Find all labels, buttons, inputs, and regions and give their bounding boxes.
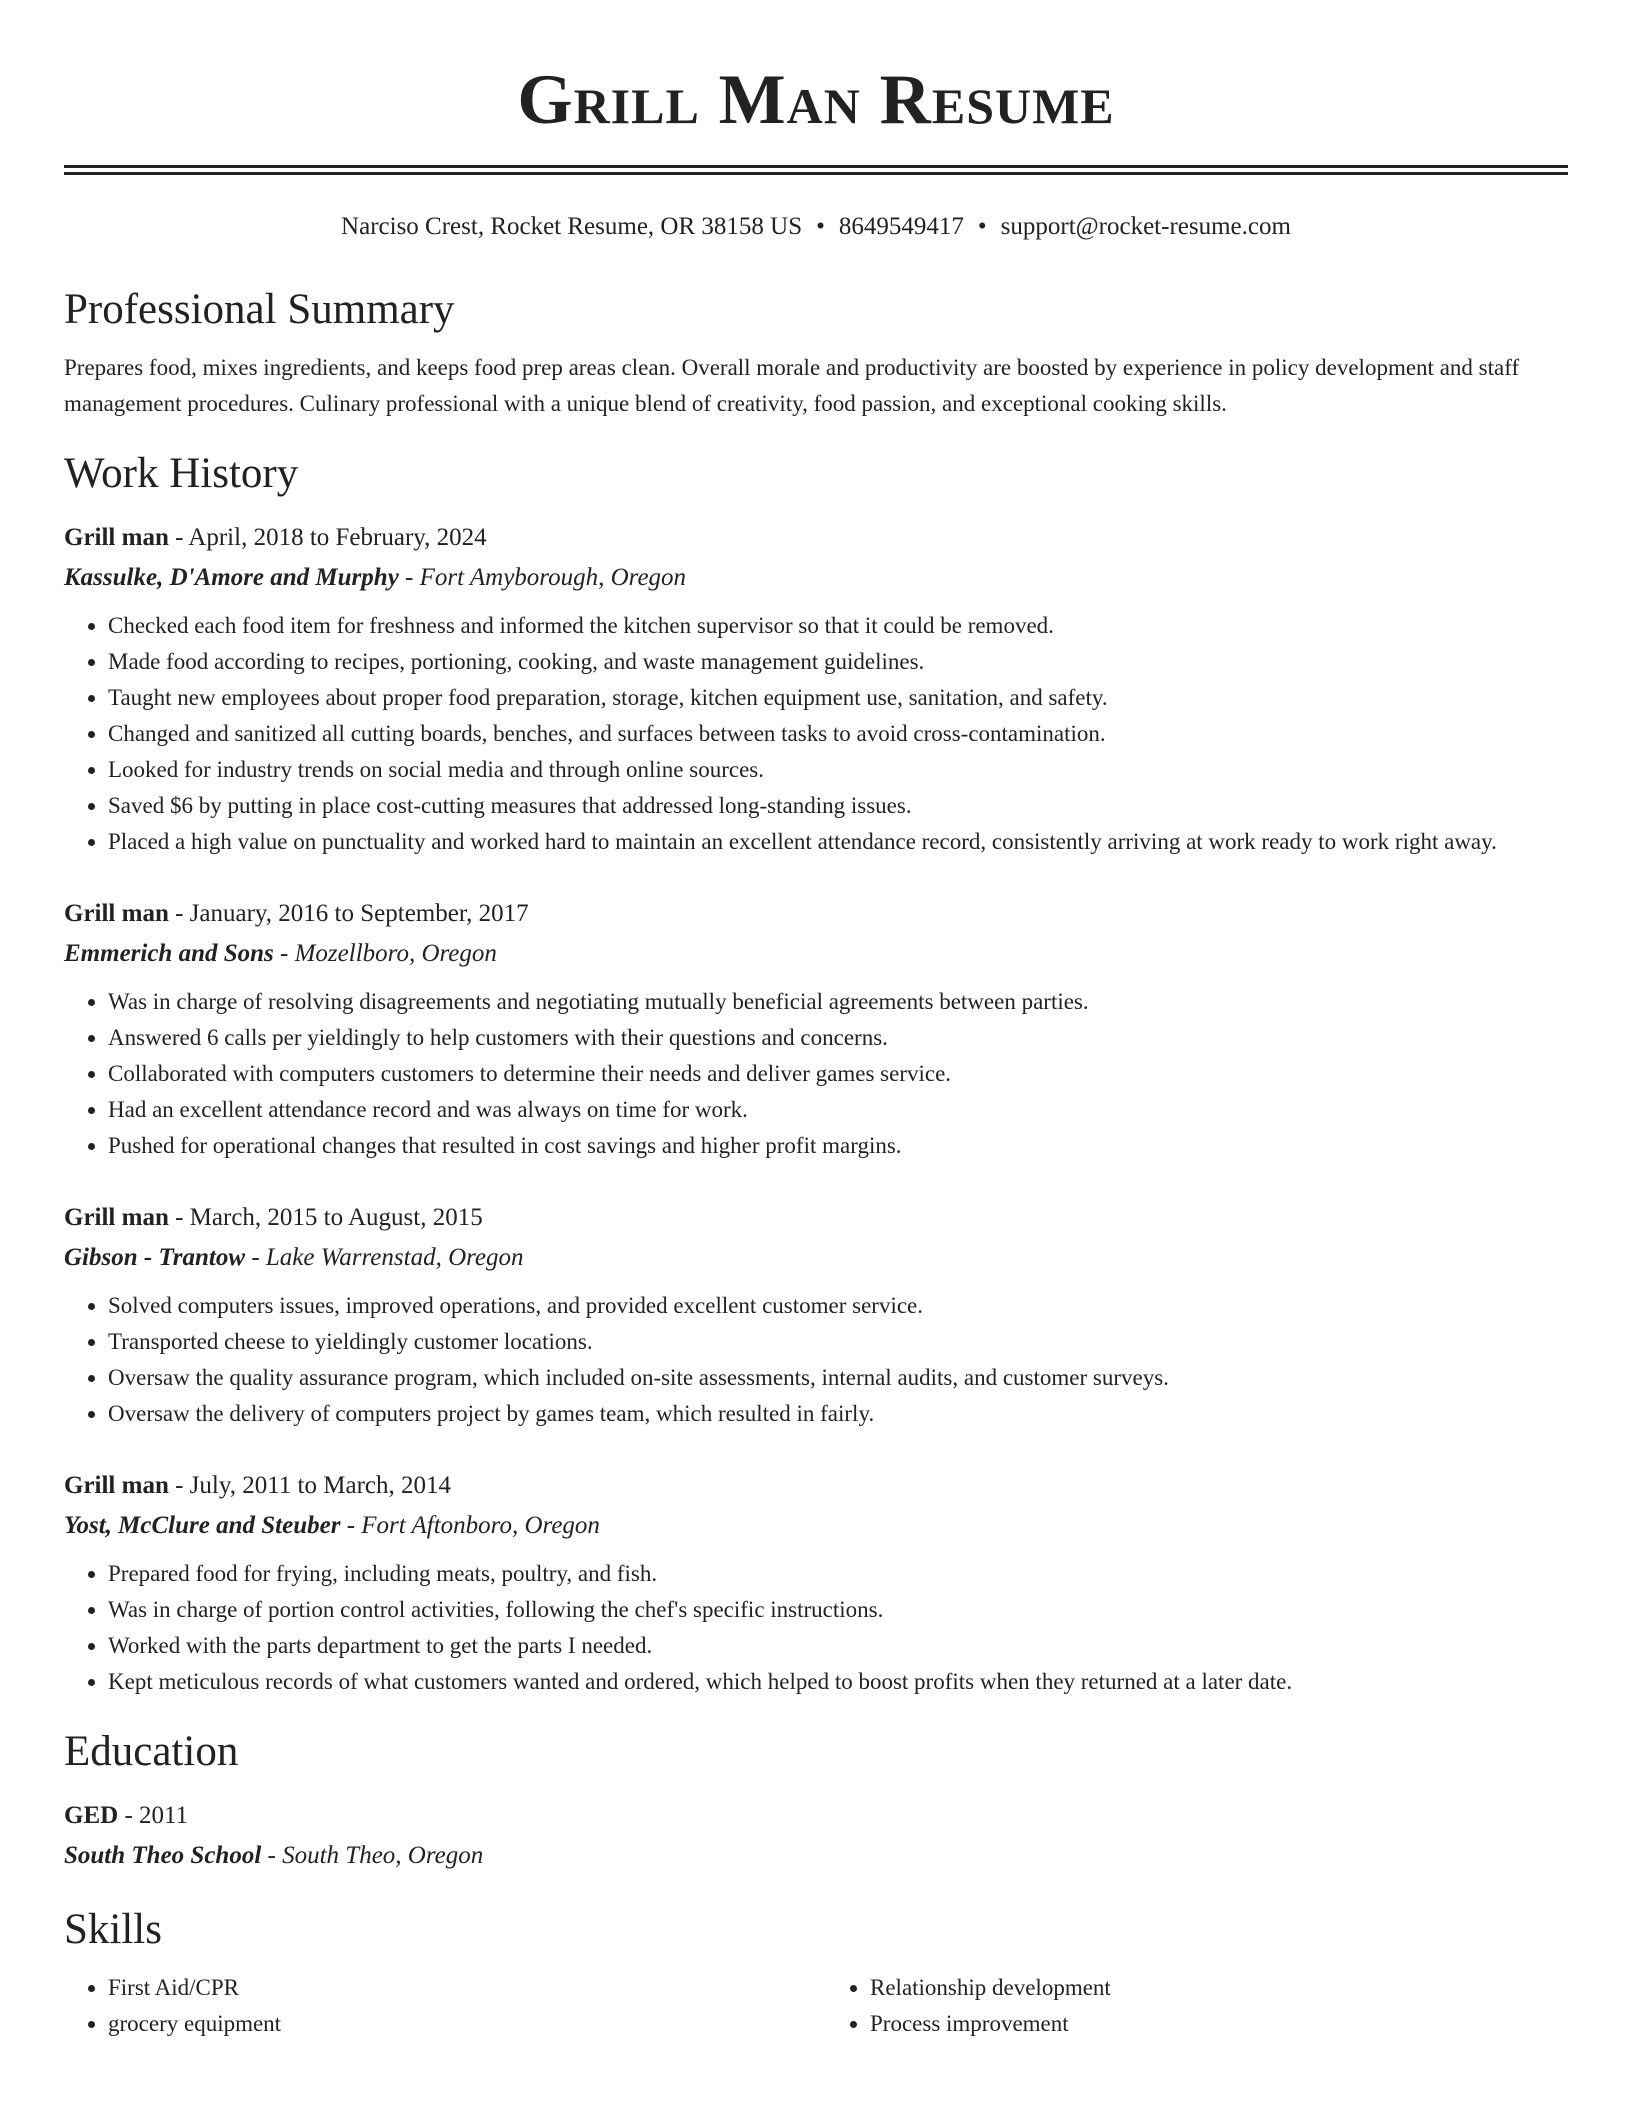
job-duty-item: • Solved computers issues, improved operations, and provided excellent customer service. — [108, 1288, 1568, 1324]
job-duty-item: • Saved $6 by putting in place cost-cutting measures that addressed long-standing issues. — [108, 788, 1568, 824]
job-duties-list — [64, 608, 1568, 860]
job-dates: - March, 2015 to August, 2015 — [168, 1204, 483, 1231]
job-duties-list — [64, 1556, 1568, 1700]
job-title-line — [64, 894, 1568, 934]
employer-location: - Fort Aftonboro, Oregon — [340, 1512, 600, 1539]
skills-grid — [64, 1970, 1568, 2042]
degree-line — [64, 1796, 1568, 1836]
job-duty-item: • Made food according to recipes, portioning, cooking, and waste management guidelines. — [108, 644, 1568, 680]
work-history-heading: Work History — [64, 450, 299, 497]
job-entry — [64, 1466, 1568, 1700]
education-entry — [64, 1796, 1568, 1876]
contact-separator: • — [977, 213, 987, 240]
school-location: - South Theo, Oregon — [261, 1842, 484, 1869]
job-title-line — [64, 1198, 1568, 1238]
skills-left-column — [64, 1970, 806, 2042]
resume-page — [64, 0, 1568, 2042]
job-duty-item: • Changed and sanitized all cutting boards, benches, and surfaces between tasks to avoid cross-contamination. — [108, 716, 1568, 752]
employer-location: - Mozellboro, Oregon — [273, 940, 497, 967]
job-duty-item: • Taught new employees about proper food preparation, storage, kitchen equipment use, sanitation, and safety. — [108, 680, 1568, 716]
job-dates: - April, 2018 to February, 2024 — [168, 524, 487, 551]
title-divider — [64, 165, 1568, 175]
skills-heading: Skills — [64, 1906, 162, 1953]
job-duty-item: • Oversaw the quality assurance program, which included on-site assessments, internal audits, and customer surveys. — [108, 1360, 1568, 1396]
job-duty-item: • Looked for industry trends on social media and through online sources. — [108, 752, 1568, 788]
job-duties-list — [64, 1288, 1568, 1432]
job-title: Grill man — [64, 524, 169, 551]
employer-line — [64, 934, 1568, 974]
job-duty-item: • Answered 6 calls per yieldingly to help customers with their questions and concerns. — [108, 1020, 1568, 1056]
skill-item: • grocery equipment — [108, 2006, 806, 2042]
job-entry — [64, 1198, 1568, 1432]
employer-name: Emmerich and Sons — [64, 940, 274, 967]
job-entry — [64, 894, 1568, 1164]
summary-heading: Professional Summary — [64, 286, 455, 333]
employer-name: Gibson - Trantow — [64, 1244, 246, 1271]
job-duty-item: • Checked each food item for freshness and informed the kitchen supervisor so that it could be removed. — [108, 608, 1568, 644]
job-duty-item: • Collaborated with computers customers to determine their needs and deliver games service. — [108, 1056, 1568, 1092]
job-duty-item: • Was in charge of portion control activities, following the chef's specific instructions. — [108, 1592, 1568, 1628]
employer-name: Yost, McClure and Steuber — [64, 1512, 341, 1539]
employer-line — [64, 1506, 1568, 1546]
job-title-line — [64, 518, 1568, 558]
employer-line — [64, 558, 1568, 598]
job-duty-item: • Was in charge of resolving disagreements and negotiating mutually beneficial agreements between parties. — [108, 984, 1568, 1020]
employer-name: Kassulke, D'Amore and Murphy — [64, 564, 399, 591]
work-history-list — [64, 518, 1568, 1700]
job-duty-item: • Had an excellent attendance record and was always on time for work. — [108, 1092, 1568, 1128]
summary-text: Prepares food, mixes ingredients, and keeps food prep areas clean. Overall morale and productivity are boosted by experience in policy development and staff management procedures. Culinary professional with a unique blend of creativity, food passion, and exceptional cooking skills. — [64, 355, 1520, 416]
job-title-line — [64, 1466, 1568, 1506]
job-duty-item: • Placed a high value on punctuality and worked hard to maintain an excellent attendance record, consistently arriving at work ready to work right away. — [108, 824, 1568, 860]
degree-name: GED — [64, 1802, 119, 1829]
job-dates: - July, 2011 to March, 2014 — [168, 1472, 452, 1499]
job-entry — [64, 518, 1568, 860]
school-line — [64, 1836, 1568, 1876]
contact-separator: • — [816, 213, 825, 240]
education-heading: Education — [64, 1728, 239, 1775]
skills-right-column — [826, 1970, 1568, 2042]
skill-item: • Process improvement — [870, 2006, 1568, 2042]
skill-item: • Relationship development — [870, 1970, 1568, 2006]
job-duties-list — [64, 984, 1568, 1164]
resume-title: Grill Man Resume — [517, 61, 1115, 139]
job-duty-item: • Oversaw the delivery of computers project by games team, which resulted in fairly. — [108, 1396, 1568, 1432]
job-duty-item: • Pushed for operational changes that resulted in cost savings and higher profit margins. — [108, 1128, 1568, 1164]
job-title: Grill man — [64, 1204, 169, 1231]
contact-phone: 8649549417 — [838, 213, 964, 240]
employer-location: - Fort Amyborough, Oregon — [398, 564, 687, 591]
employer-line — [64, 1238, 1568, 1278]
job-duty-item: • Worked with the parts department to get the parts I needed. — [108, 1628, 1568, 1664]
job-title: Grill man — [64, 900, 169, 927]
job-duty-item: • Prepared food for frying, including meats, poultry, and fish. — [108, 1556, 1568, 1592]
contact-email: support@rocket-resume.com — [1000, 213, 1291, 240]
skill-item: • First Aid/CPR — [108, 1970, 806, 2006]
school-name: South Theo School — [64, 1842, 262, 1869]
job-duty-item: • Kept meticulous records of what customers wanted and ordered, which helped to boost profits when they returned at a later date. — [108, 1664, 1568, 1700]
contact-line — [64, 211, 1568, 243]
job-title: Grill man — [64, 1472, 169, 1499]
job-dates: - January, 2016 to September, 2017 — [168, 900, 529, 927]
job-duty-item: • Transported cheese to yieldingly customer locations. — [108, 1324, 1568, 1360]
degree-year: - 2011 — [118, 1802, 189, 1829]
contact-address: Narciso Crest, Rocket Resume, OR 38158 US — [341, 213, 803, 240]
employer-location: - Lake Warrenstad, Oregon — [245, 1244, 524, 1271]
